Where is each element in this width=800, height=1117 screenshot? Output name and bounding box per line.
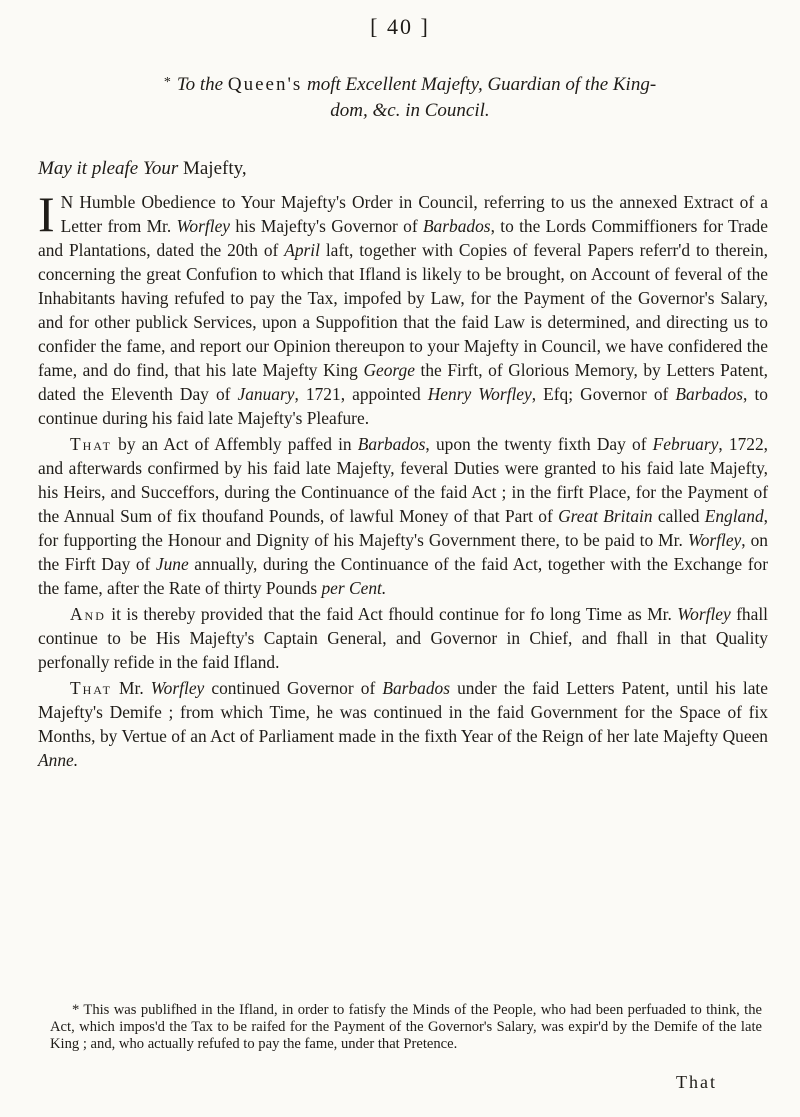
italic-text: per Cent. bbox=[321, 578, 387, 598]
footnote: * This was publifhed in the Ifland, in order to fatisfy the Minds of the People, who had been perfuaded to think, the Act, which impos'd the Tax to be raifed for the Payment of the Governor's Salary, was expir'd by the Demife of the late King ; and, who actually refufed to pay the fame, under that Pretence. bbox=[50, 1002, 762, 1052]
heading-line2: dom, &c. in Council. bbox=[330, 100, 490, 121]
paragraph-lead-word: That bbox=[70, 434, 112, 454]
italic-text: George bbox=[363, 360, 415, 380]
italic-text: England bbox=[704, 506, 764, 526]
text-run: , to the Lords Commiffioners for Trade and Plantations, dated the 20th of bbox=[38, 216, 768, 260]
page-number: [ 40 ] bbox=[370, 14, 430, 39]
text-run: his Majefty's Governor of bbox=[230, 216, 423, 236]
italic-text: June bbox=[155, 554, 189, 574]
italic-text: April bbox=[284, 240, 320, 260]
paragraph bbox=[38, 676, 768, 772]
italic-text: Barbados bbox=[357, 434, 426, 454]
italic-text: Worfley bbox=[150, 678, 205, 698]
drop-cap: I bbox=[38, 186, 55, 242]
text-run: , Efq; Governor of bbox=[531, 384, 676, 404]
text-run: N Humble Obedience to Your Majefty's Order in Council, referring to us the annexed Extract of a Letter from Mr. bbox=[60, 192, 768, 236]
italic-text: Anne. bbox=[38, 750, 79, 770]
italic-text: Worfley bbox=[176, 216, 231, 236]
text-run: , 1721, appointed bbox=[294, 384, 428, 404]
heading-queen: Queen's bbox=[227, 74, 303, 95]
text-run: fhall continue to be His Majefty's Captain General, and Governor in Chief, and fhall in that Quality perfonally refide in the faid Ifland. bbox=[38, 604, 768, 672]
heading-line1-rest: moft Excellent Majefty, Guardian of the King- bbox=[307, 74, 657, 95]
paragraph bbox=[38, 186, 768, 430]
text-run: the Firft, of Glorious Memory, by Letters Patent, dated the Eleventh Day of bbox=[38, 360, 768, 404]
italic-text: Barbados bbox=[675, 384, 744, 404]
address-heading bbox=[90, 70, 730, 124]
italic-text: Henry Worfley bbox=[427, 384, 532, 404]
body-text bbox=[38, 186, 769, 774]
paragraph bbox=[38, 602, 768, 674]
paragraph-lead-word: That bbox=[70, 678, 112, 698]
italic-text: Great Britain bbox=[558, 506, 653, 526]
catchword: That bbox=[676, 1072, 717, 1092]
text-run: Mr. bbox=[111, 678, 151, 698]
paragraph bbox=[38, 432, 768, 600]
italic-text: February bbox=[652, 434, 719, 454]
text-run: , on the Firft Day of bbox=[38, 530, 768, 574]
text-run: annually, during the Continuance of the faid Act, together with the Exchange for the fame, after the Rate of thirty Pounds bbox=[38, 554, 768, 598]
paragraph-lead-word: And bbox=[70, 604, 106, 624]
text-run: , to continue during his faid late Majefty's Pleafure. bbox=[38, 384, 768, 428]
italic-text: Worfley bbox=[677, 604, 731, 624]
text-run: , 1722, and afterwards confirmed by his faid late Majefty, feveral Duties were granted to his faid late Majefty, his Heirs, and Succeffors, during the Continuance of the faid Act ; in the firft Place, for the Payment of the Annual Sum of fix thoufand Pounds, of lawful Money of that Part of bbox=[38, 434, 769, 526]
italic-text: Barbados bbox=[382, 678, 450, 698]
text-run: continued Governor of bbox=[204, 678, 383, 698]
footnote-marker: * bbox=[163, 75, 171, 90]
text-run: it is thereby provided that the faid Act fhould continue for fo long Time as Mr. bbox=[105, 604, 678, 624]
italic-text: January bbox=[237, 384, 295, 404]
heading-to-the: To the bbox=[176, 74, 224, 95]
salutation-plain: Majefty, bbox=[182, 158, 247, 179]
text-run: laft, together with Copies of feveral Papers referr'd to therein, concerning the great Confufion to which that Ifland is likely to be brought, on Account of feveral of the Inhabitants having refufed to pay the Tax, impofed by Law, for the Payment of the Governor's Salary, and for other publick Services, upon a Suppofition that the faid Law is determined, and directing us to confider the fame, and report our Opinion thereupon to your Majefty in Council, we have confidered the fame, and do find, that his late Majefty King bbox=[38, 240, 768, 380]
salutation bbox=[38, 158, 247, 180]
text-run: , upon the twenty fixth Day of bbox=[425, 434, 653, 454]
italic-text: Worfley bbox=[687, 530, 742, 550]
text-run: , for fupporting the Honour and Dignity of his Majefty's Government there, to be paid to Mr. bbox=[38, 506, 768, 550]
italic-text: Barbados bbox=[422, 216, 491, 236]
text-run: called bbox=[652, 506, 705, 526]
text-run: under the faid Letters Patent, until his late Majefty's Demife ; from which Time, he was continued in the faid Government for the Space of fix Months, by Vertue of an Act of Parliament made in the fixth Year of the Reign of her late Majefty Queen bbox=[38, 678, 768, 746]
text-run: by an Act of Affembly paffed in bbox=[111, 434, 358, 454]
salutation-italic: May it pleafe Your bbox=[38, 158, 179, 179]
